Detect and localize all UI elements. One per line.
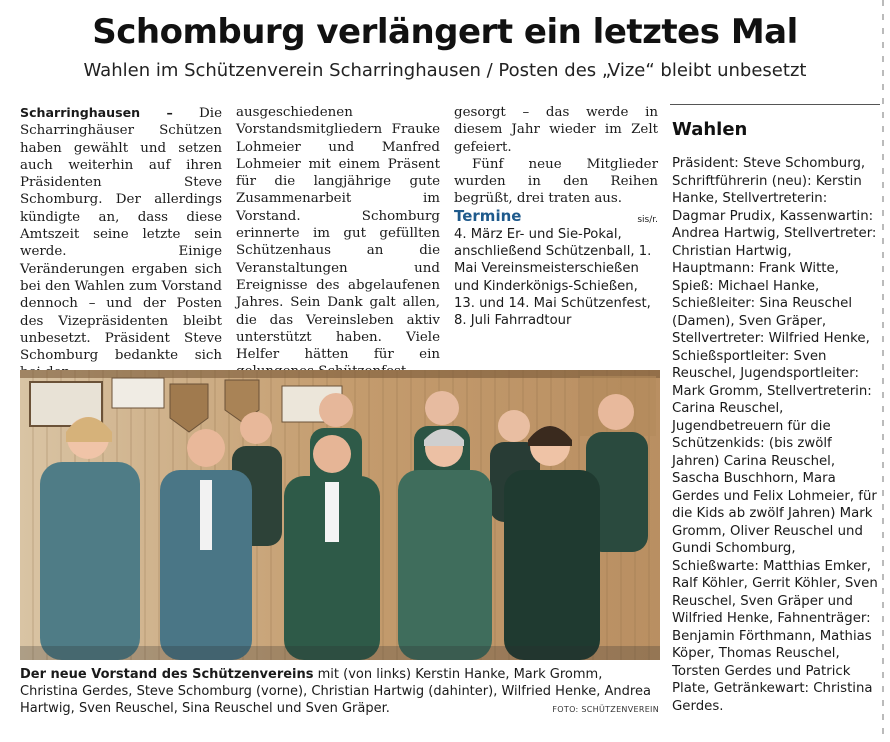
caption-lead: Der neue Vorstand des Schützenvereins [20, 667, 314, 682]
column-1-text: Die Scharringhäuser Schützen haben gewählt und setzen auch weiterhin auf ihren Präsidenten Steve Schomburg. Der allerdings kündigte an, dass diese Amtszeit seine letzte sein werde. Einige Veränderungen ergaben sich bei den Wahlen zum Vorstand dennoch – und der Posten des Vizepräsidenten bleibt unbesetzt. Präsident Steve Schomburg bedankte sich [20, 106, 222, 364]
wahlen-heading: Wahlen [672, 119, 748, 140]
wahlen-text: Präsident: Steve Schomburg, Schriftführerin (neu): Kerstin Hanke, Stellvertreterin: Dagmar Prudix, Kassenwartin: Andrea Hartwig, Stellvertreter: Christian Hartwig, Hauptmann: Frank Witte, Spieß: Michael Hanke, Schießleiter: Sina Reuschel (Damen), Sven Gräper, Stellvertreter: Wilfried Henke, Schießsportleiter: Sven Reuschel, Jugendsportleiter: Mark Gromm, Stellvertreterin: Carina Reuschel, Jugendbetreuern für die Schützenkids: (bis zwölf Jahren) Carina Reuschel, Sascha Buschhorn, Mara Gerdes und Felix Lohmeier, für die Kids ab zwölf Jahren) Mark Gromm, Oliver Reuschel und Gundi Schomburg, Schießwarte: Matthias Emker, Ralf Köhler, Gerrit Köhler, Sven Reuschel, Sven Gräper und Wilfried Henke, Fahnenträger: Benjamin Förthmann, Mathias Köper, Thomas Reuschel, Torsten Gerdes und Patrick Plate, Getränkewart: Christina Gerdes. [672, 156, 878, 714]
article-dateline: Scharringhausen – [20, 105, 173, 120]
group-photo [20, 370, 660, 660]
article-column-2 [236, 104, 440, 381]
column-3-paragraph-2: Fünf neue Mitglieder wurden in den Reihen begrüßt, drei traten aus. [454, 156, 658, 207]
group-photo-illustration [20, 370, 660, 660]
termine-heading: Termine [454, 207, 522, 225]
wahlen-sidebar [670, 104, 880, 723]
page-edge-rule [882, 0, 884, 742]
caption-text: mit (von links) Kerstin Hanke, Mark Gromm, Christina Gerdes, Steve Schomburg (vorne), Christian Hartwig (dahinter), Wilfried Henke, Andrea Hartwig, Sven Reuschel, Sina Reuschel und Sven Gräper. [20, 667, 651, 716]
column-3-paragraph-1: gesorgt – das werde in diesem Jahr wieder im Zelt gefeiert. [454, 105, 658, 155]
article-headline: Schomburg verlängert ein letztes Mal [92, 12, 798, 52]
article-subheadline: Wahlen im Schützenverein Scharringhausen / Posten des „Vize“ bleibt unbesetzt [83, 60, 807, 81]
article-column-1 [20, 104, 222, 382]
column-2-text: ausgeschiedenen Vorstandsmitgliedern Frauke Lohmeier und Manfred Lohmeier mit einem Präsent für die langjährige gute Zusammenarbeit im Vorstand. Schomburg erinnerte im gut gefüllten Schützenhaus an die Veranstaltungen und Ereignisse des abgelaufenen Jahres. Sein Dank galt allen, die das Vereinsleben aktiv unterstützt haben. Viele Helfer hätten für ein [236, 105, 440, 363]
termine-text: 4. März Er- und Sie-Pokal, anschließend Schützenball, 1. Mai Vereinsmeisterschießen und Kinderkönigs-Schießen, 13. und 14. Mai Schützenfest, 8. Juli Fahrradtour [454, 227, 652, 329]
photo-credit: FOTO: SCHÜTZENVEREIN [552, 705, 659, 714]
author-signature: sis/r. [637, 214, 658, 225]
